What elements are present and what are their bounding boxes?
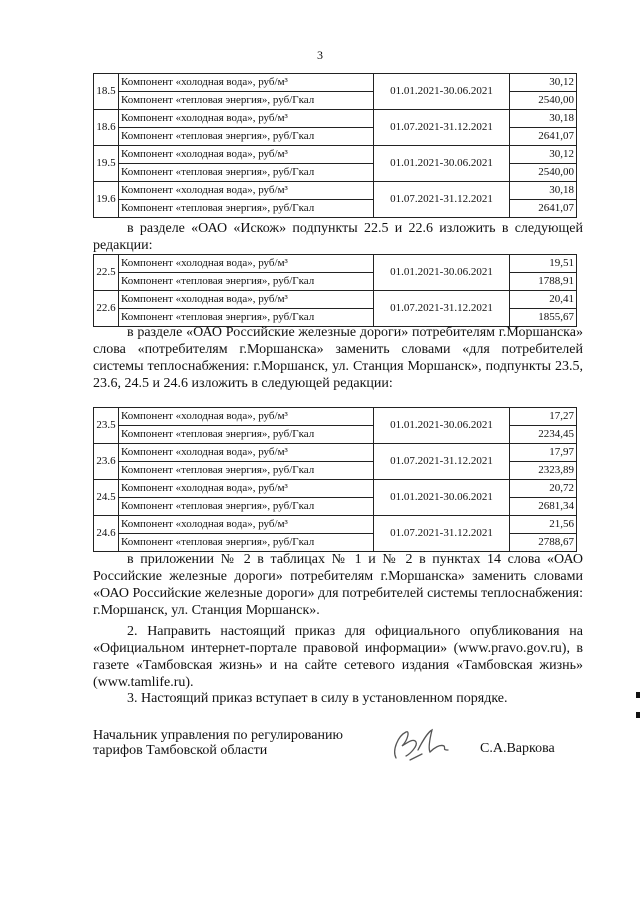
tariff-value: 2788,67	[510, 534, 577, 552]
subitem-number: 24.6	[94, 516, 119, 552]
paragraph-publication: 2. Направить настоящий приказ для официального опубликования на «Официальном интернет-портале правовой информации» (www.pravo.gov.ru), в газете «Тамбовская жизнь» и на сайте сетевого издания «Тамбовская жизнь» (www.tamlife.ru).	[93, 624, 583, 690]
tariff-table-2	[93, 254, 577, 327]
component-name: Компонент «тепловая энергия», руб/Гкал	[119, 128, 374, 146]
table-row	[94, 408, 577, 426]
handwritten-signature	[388, 724, 458, 764]
period: 01.07.2021-31.12.2021	[374, 182, 510, 218]
component-name: Компонент «тепловая энергия», руб/Гкал	[119, 462, 374, 480]
table-row	[94, 444, 577, 462]
page-number: 3	[317, 48, 323, 62]
tariff-value: 30,12	[510, 146, 577, 164]
period: 01.01.2021-30.06.2021	[374, 146, 510, 182]
component-name: Компонент «холодная вода», руб/м³	[119, 291, 374, 309]
component-name: Компонент «холодная вода», руб/м³	[119, 480, 374, 498]
margin-mark	[636, 712, 640, 718]
component-name: Компонент «холодная вода», руб/м³	[119, 444, 374, 462]
period: 01.01.2021-30.06.2021	[374, 480, 510, 516]
table-row	[94, 516, 577, 534]
tariff-value: 1788,91	[510, 273, 577, 291]
tariff-value: 2641,07	[510, 128, 577, 146]
paragraph-appendix: в приложении № 2 в таблицах № 1 и № 2 в пунктах 14 слова «ОАО Российские железные дороги» потребителям г.Моршанска» заменить словами «ОАО Российские железные дороги» для потребителей системы теплоснабжения: г.Моршанск, ул. Станция Моршанск».	[93, 552, 583, 618]
table-row	[94, 110, 577, 128]
component-name: Компонент «тепловая энергия», руб/Гкал	[119, 200, 374, 218]
component-name: Компонент «холодная вода», руб/м³	[119, 110, 374, 128]
table-row	[94, 74, 577, 92]
period: 01.07.2021-31.12.2021	[374, 291, 510, 327]
component-name: Компонент «холодная вода», руб/м³	[119, 408, 374, 426]
position-line-2: тарифов Тамбовской области	[93, 743, 268, 758]
tariff-value: 17,27	[510, 408, 577, 426]
component-name: Компонент «тепловая энергия», руб/Гкал	[119, 426, 374, 444]
paragraph-rzd: в разделе «ОАО Российские железные дороги» потребителям г.Моршанска» слова «потребителям г.Моршанска» заменить словами «для потребителей системы теплоснабжения: г.Моршанск, ул. Станция Моршанск», подпункты 23.5, 23.6, 24.5 и 24.6 изложить в следующей редакции:	[93, 325, 583, 391]
tariff-table-1	[93, 73, 577, 218]
tariff-value: 2641,07	[510, 200, 577, 218]
tariff-value: 30,12	[510, 74, 577, 92]
period: 01.01.2021-30.06.2021	[374, 408, 510, 444]
subitem-number: 23.6	[94, 444, 119, 480]
period: 01.07.2021-31.12.2021	[374, 444, 510, 480]
tariff-table-3	[93, 407, 577, 552]
period: 01.01.2021-30.06.2021	[374, 255, 510, 291]
tariff-value: 19,51	[510, 255, 577, 273]
table-row	[94, 291, 577, 309]
component-name: Компонент «холодная вода», руб/м³	[119, 146, 374, 164]
tariff-value: 2540,00	[510, 92, 577, 110]
subitem-number: 23.5	[94, 408, 119, 444]
margin-mark	[636, 692, 640, 698]
signatory-name: С.А.Варкова	[480, 741, 555, 756]
tariff-value: 30,18	[510, 182, 577, 200]
paragraph-effect: 3. Настоящий приказ вступает в силу в установленном порядке.	[127, 691, 508, 706]
period: 01.01.2021-30.06.2021	[374, 74, 510, 110]
component-name: Компонент «холодная вода», руб/м³	[119, 182, 374, 200]
table-row	[94, 146, 577, 164]
subitem-number: 19.5	[94, 146, 119, 182]
position-line-1: Начальник управления по регулированию	[93, 728, 343, 743]
tariff-value: 2540,00	[510, 164, 577, 182]
period: 01.07.2021-31.12.2021	[374, 516, 510, 552]
subitem-number: 18.5	[94, 74, 119, 110]
component-name: Компонент «холодная вода», руб/м³	[119, 74, 374, 92]
tariff-value: 30,18	[510, 110, 577, 128]
component-name: Компонент «холодная вода», руб/м³	[119, 255, 374, 273]
tariff-value: 17,97	[510, 444, 577, 462]
subitem-number: 18.6	[94, 110, 119, 146]
table-row	[94, 480, 577, 498]
component-name: Компонент «холодная вода», руб/м³	[119, 516, 374, 534]
tariff-value: 20,41	[510, 291, 577, 309]
tariff-value: 2681,34	[510, 498, 577, 516]
component-name: Компонент «тепловая энергия», руб/Гкал	[119, 273, 374, 291]
paragraph-iskozh: в разделе «ОАО «Искож» подпункты 22.5 и 22.6 изложить в следующей редакции:	[93, 221, 583, 253]
tariff-value: 1855,67	[510, 309, 577, 327]
tariff-value: 2234,45	[510, 426, 577, 444]
component-name: Компонент «тепловая энергия», руб/Гкал	[119, 534, 374, 552]
subitem-number: 22.5	[94, 255, 119, 291]
component-name: Компонент «тепловая энергия», руб/Гкал	[119, 309, 374, 327]
component-name: Компонент «тепловая энергия», руб/Гкал	[119, 498, 374, 516]
component-name: Компонент «тепловая энергия», руб/Гкал	[119, 164, 374, 182]
subitem-number: 24.5	[94, 480, 119, 516]
tariff-value: 20,72	[510, 480, 577, 498]
component-name: Компонент «тепловая энергия», руб/Гкал	[119, 92, 374, 110]
signatory-position	[93, 728, 343, 758]
period: 01.07.2021-31.12.2021	[374, 110, 510, 146]
subitem-number: 22.6	[94, 291, 119, 327]
subitem-number: 19.6	[94, 182, 119, 218]
table-row	[94, 182, 577, 200]
tariff-value: 21,56	[510, 516, 577, 534]
table-row	[94, 255, 577, 273]
tariff-value: 2323,89	[510, 462, 577, 480]
